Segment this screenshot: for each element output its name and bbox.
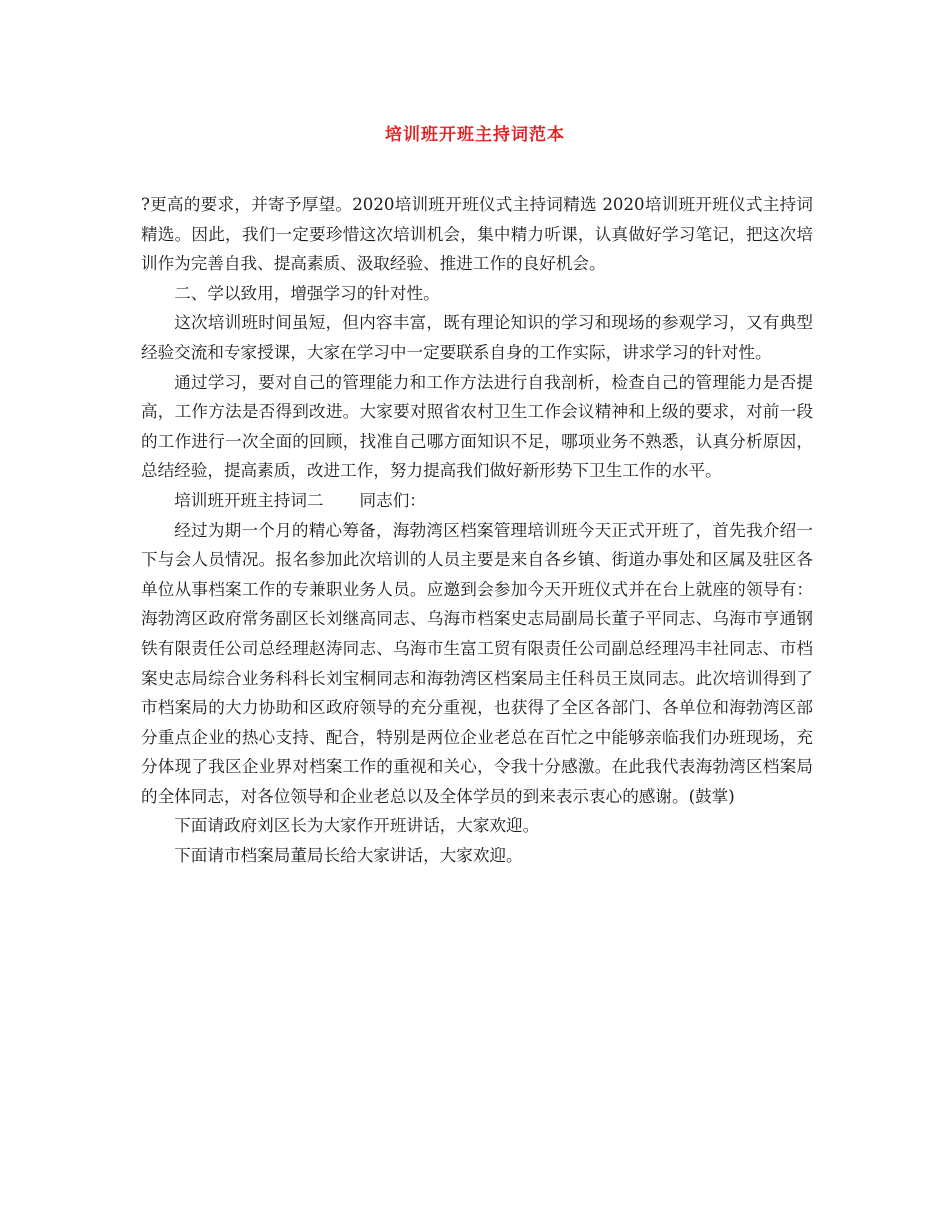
paragraph: 下面请市档案局董局长给大家讲话，大家欢迎。 [174,846,523,866]
paragraph: 经过为期一个月的精心筹备，海勃湾区档案管理培训班今天正式开班了，首先我介绍一下与会人员情况。报名参加此次培训的人员主要是来自各乡镇、街道办事处和区属及驻区各单位从事档案工作的专兼职业务人员。应邀到会参加今天开班仪式并在台上就座的领导有：海勃湾区政府常务副区长刘继高同志、乌海市档案史志局副局长董子平同志、乌海市亨通钢铁有限责任公司总经理赵涛同志、乌海市生富工贸有限责任公司副总经理冯丰社同志、市档案史志局综合业务科科长刘宝桐同志和海勃湾区档案局主任科员王岚同志。此次培训得到了市档案局的大力协助和区政府领导的充分重视，也获得了全区各部门、各单位和海勃湾区部分重点企业的热心支持、配合，特别是两位企业老总在百忙之中能够亲临我们办班现场，充分体现了我区企业界对档案工作的重视和关心，令我十分感激。在此我代表海勃湾区档案局的全体同志，对各位领导和企业老总以及全体学员的到来表示衷心的感谢。(鼓掌) [141,520,813,806]
section-heading: 培训班开班主持词二 [174,490,324,510]
paragraph: 通过学习，要对自己的管理能力和工作方法进行自我剖析，检查自己的管理能力是否提高，工作方法是否得到改进。大家要对照省农村卫生工作会议精神和上级的要求，对前一段的工作进行一次全面的回顾，找准自己哪方面知识不足，哪项业务不熟悉，认真分析原因，总结经验，提高素质，改进工作，努力提高我们做好新形势下卫生工作的水平。 [141,372,813,481]
salutation: 同志们： [359,490,426,510]
paragraph: 下面请政府刘区长为大家作开班讲话，大家欢迎。 [174,816,540,836]
document-title: 培训班开班主持词范本 [385,125,565,145]
document-body [141,190,813,871]
paragraph-heading-line [141,486,813,516]
paragraph: 二、学以致用，增强学习的针对性。 [174,283,440,303]
paragraph: 这次培训班时间虽短，但内容丰富，既有理论知识的学习和现场的参观学习，又有典型经验交流和专家授课，大家在学习中一定要联系自身的工作实际，讲求学习的针对性。 [141,313,813,362]
paragraph: ?更高的要求，并寄予厚望。2020培训班开班仪式主持词精选 2020培训班开班仪式主持词精选。因此，我们一定要珍惜这次培训机会，集中精力听课，认真做好学习笔记，把这次培训作为完善自我、提高素质、汲取经验、推进工作的良好机会。 [141,195,813,274]
